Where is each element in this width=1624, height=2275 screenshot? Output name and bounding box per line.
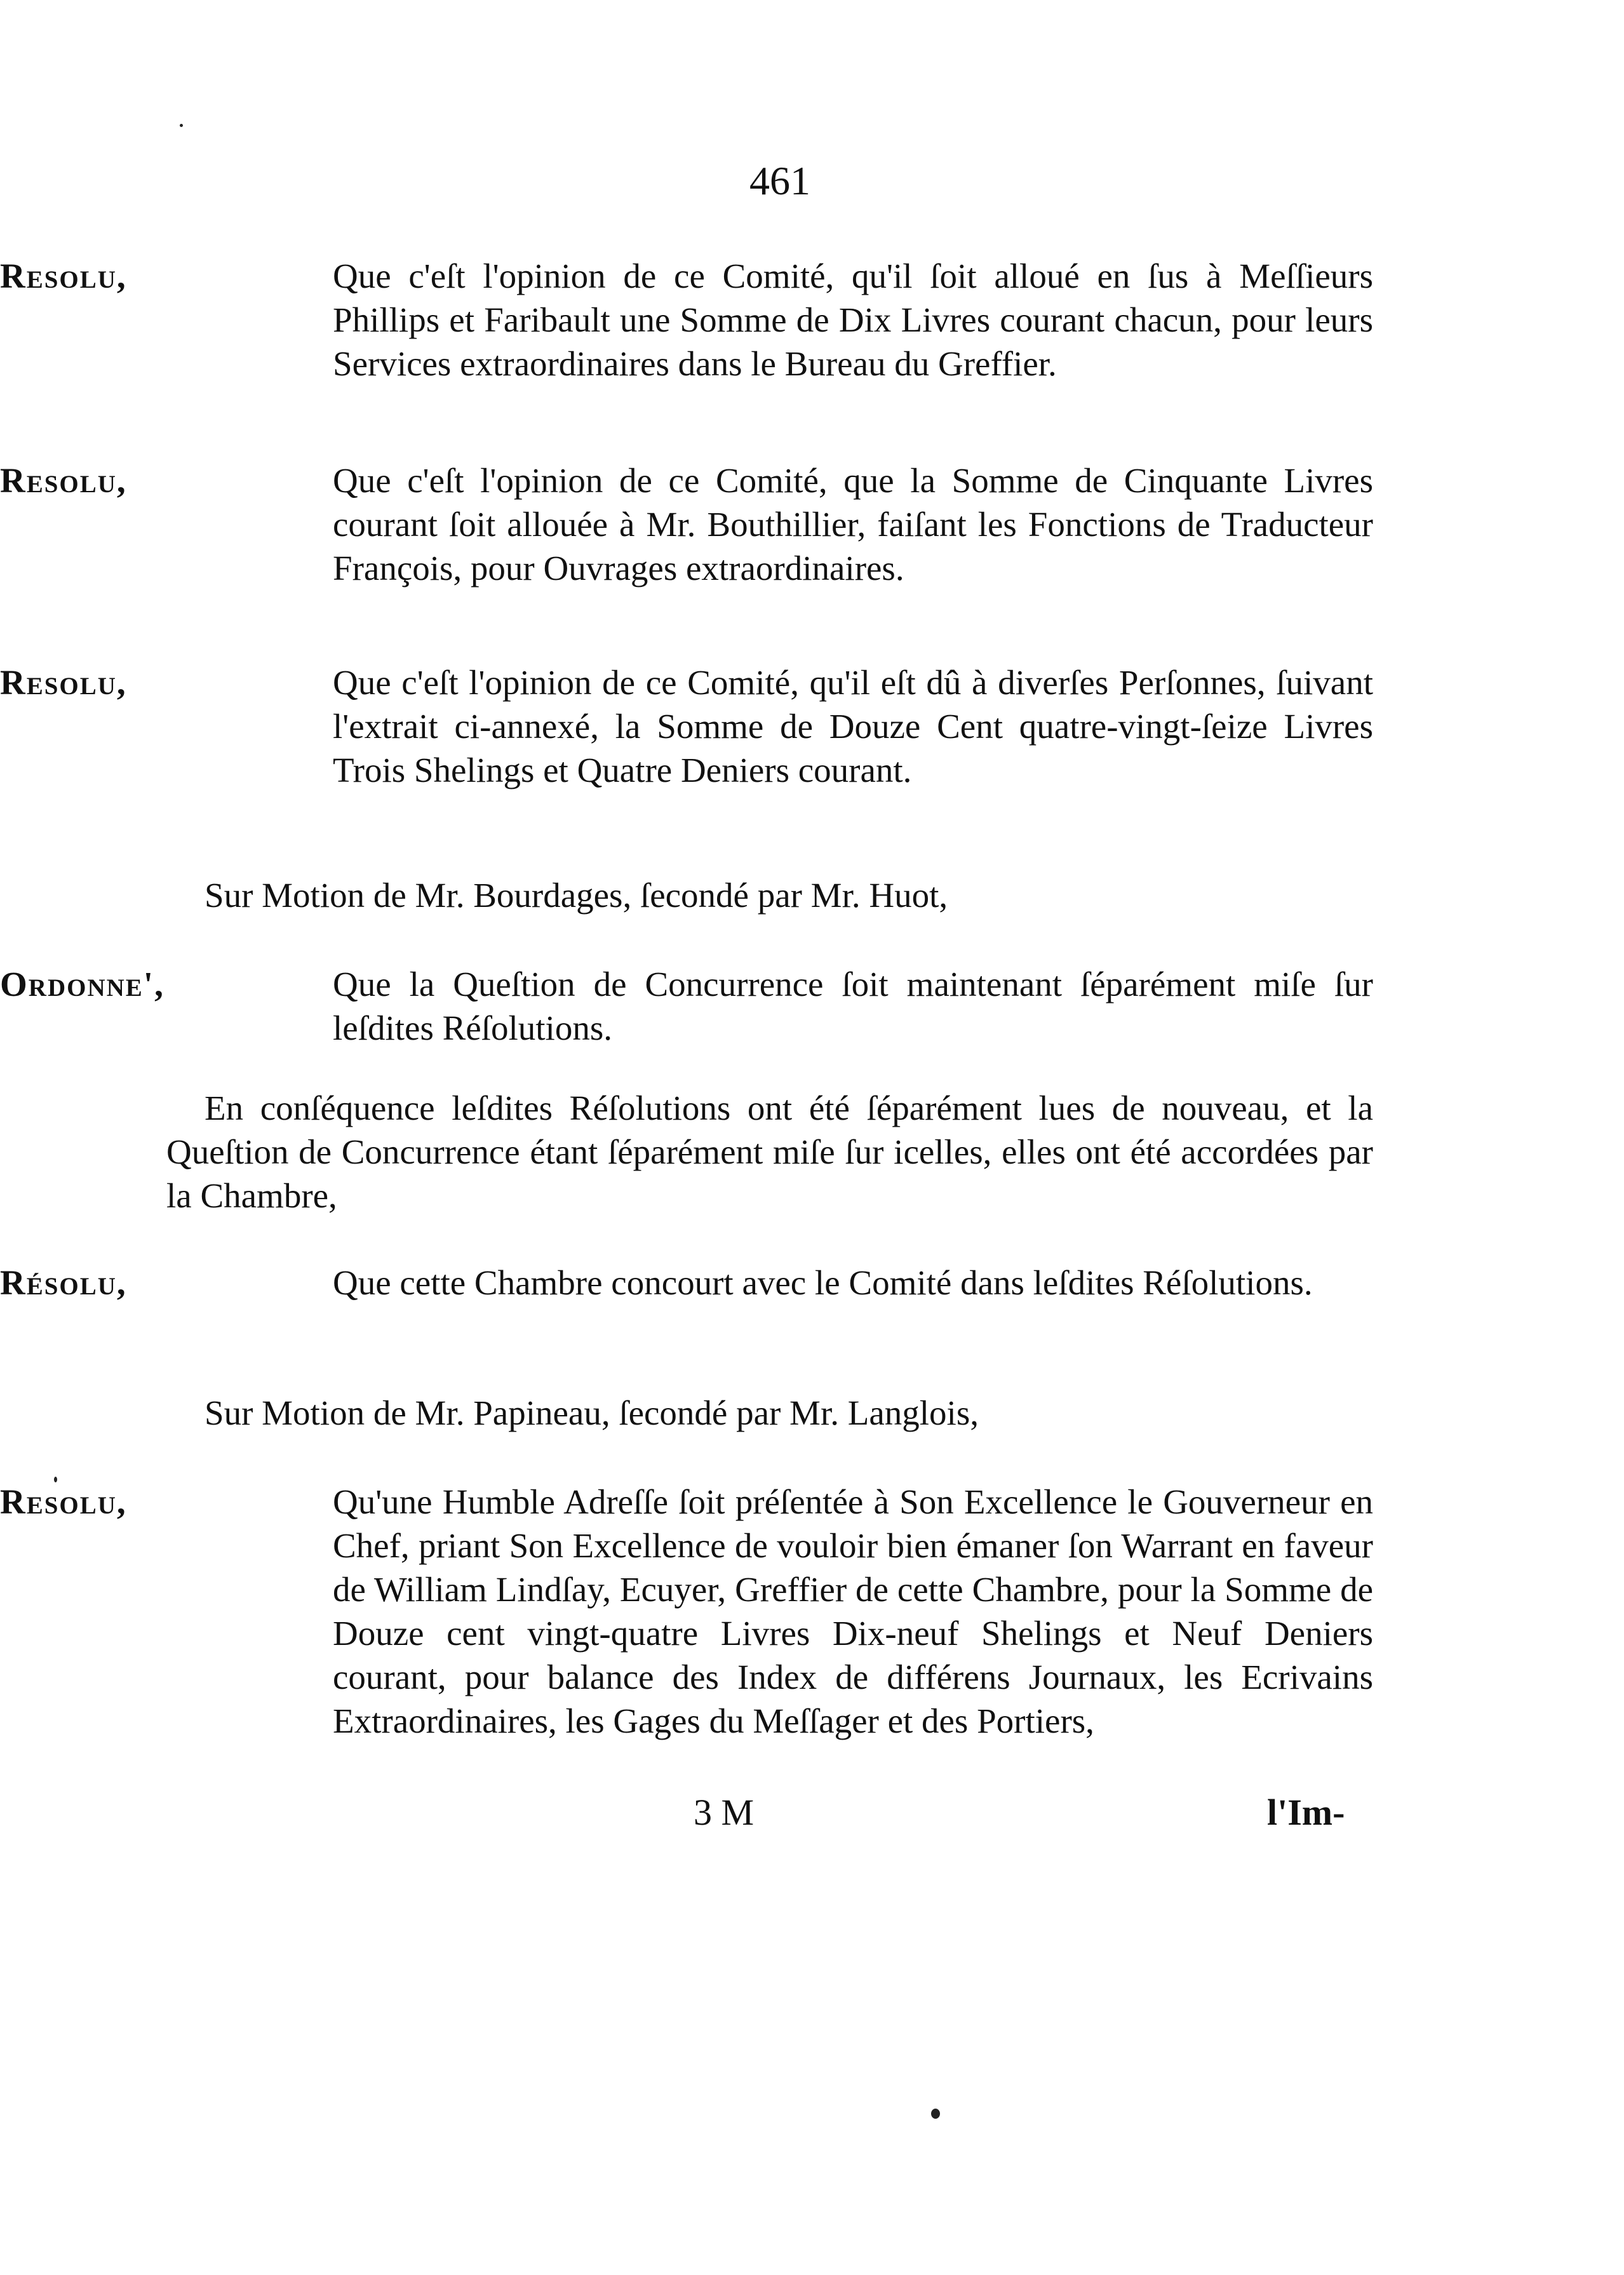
catchword: l'Im- xyxy=(1267,1792,1345,1833)
resolution-1 xyxy=(0,254,1373,386)
resolution-text: Que cette Chambre concourt avec le Comité dans leſdites Réſolutions. xyxy=(333,1263,1313,1302)
resolution-text: Qu'une Humble Adreſſe ſoit préſentée à Son Excellence le Gouverneur en Chef, priant Son Excellence de vouloir bien émaner ſon Warrant en faveur de William Lindſay, Ecuyer, Greffier de cette Chambre, pour la Somme de Douze cent vingt-quatre Livres Dix-neuf Shelings et Neuf Deniers courant, pour balance des Index de différens Journaux, les Ecrivains Extraordinaires, les Gages du Meſſager et des Portiers, xyxy=(333,1482,1373,1740)
page-number: 461 xyxy=(749,158,810,203)
ink-speck xyxy=(931,2109,940,2119)
consequence-paragraph: En conſéquence leſdites Réſolutions ont été ſéparément lues de nouveau, et la Queſtion de Concurrence étant ſéparément miſe ſur icelles, elles ont été accordées par la Chambre, xyxy=(166,1089,1373,1215)
resolution-text: Que c'eſt l'opinion de ce Comité, que la Somme de Cinquante Livres courant ſoit allouée à Mr. Bouthillier, faiſant les Fonctions de Traducteur François, pour Ouvrages extraordinaires. xyxy=(333,461,1373,587)
resolution-5 xyxy=(0,1480,1373,1743)
ink-speck xyxy=(54,1477,57,1482)
resolution-label: Resolu, xyxy=(0,461,127,500)
resolution-text: Que c'eſt l'opinion de ce Comité, qu'il eſt dû à diverſes Perſonnes, ſuivant l'extrait ci-annexé, la Somme de Douze Cent quatre-vingt-ſeize Livres Trois Shelings et Quatre Deniers courant. xyxy=(333,663,1373,789)
resolution-text: Que c'eſt l'opinion de ce Comité, qu'il ſoit alloué en ſus à Meſſieurs Phillips et Faribault une Somme de Dix Livres courant chacun, pour leurs Services extraordinaires dans le Bureau du Greffier. xyxy=(333,257,1373,383)
motion-bourdages: Sur Motion de Mr. Bourdages, ſecondé par Mr. Huot, xyxy=(205,876,948,915)
motion-papineau: Sur Motion de Mr. Papineau, ſecondé par Mr. Langlois, xyxy=(205,1393,979,1432)
resolution-label: Resolu, xyxy=(0,663,127,702)
signature-mark: 3 M xyxy=(694,1792,755,1833)
resolution-4 xyxy=(0,1261,1373,1305)
resolution-label: Résolu, xyxy=(0,1263,127,1302)
ordonne-text: Que la Queſtion de Concurrence ſoit maintenant ſéparément miſe ſur leſdites Réſolutions. xyxy=(333,965,1373,1047)
resolution-2 xyxy=(0,459,1373,590)
resolution-label: Resolu, xyxy=(0,1482,127,1521)
resolution-label: Resolu, xyxy=(0,257,127,295)
resolution-3 xyxy=(0,661,1373,792)
ordonne-label: Ordonne', xyxy=(0,965,164,1003)
ink-speck xyxy=(180,124,183,127)
ordonne-entry xyxy=(0,962,1373,1050)
